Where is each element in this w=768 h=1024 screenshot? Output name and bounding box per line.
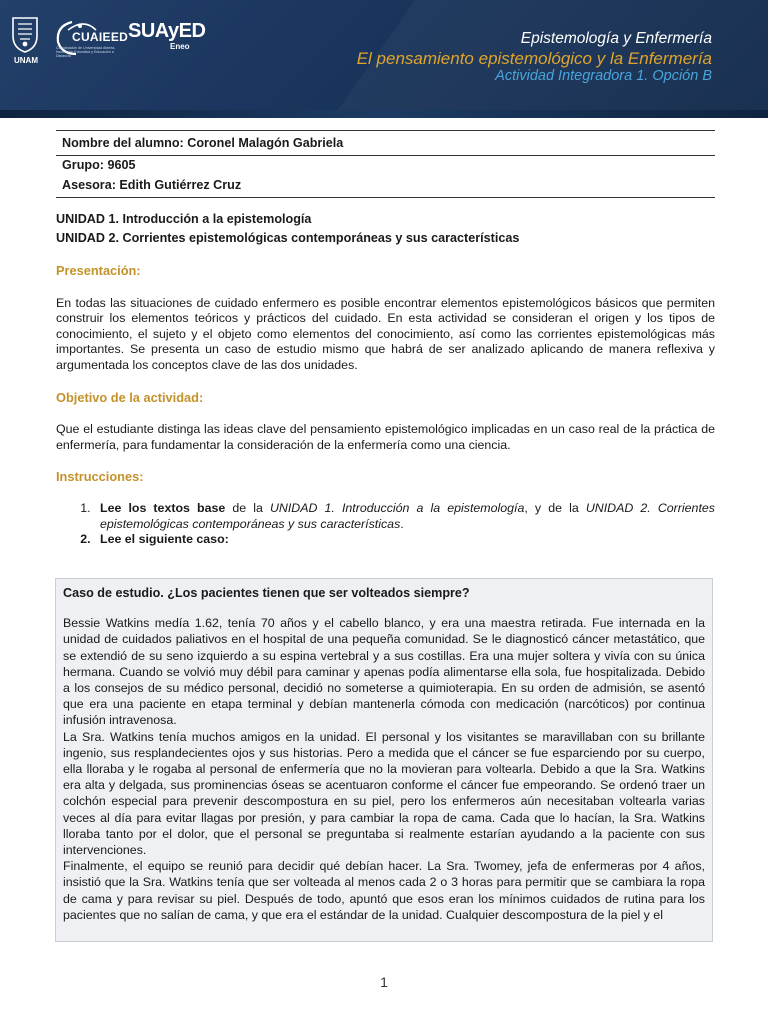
unam-label: UNAM [14,56,38,65]
page-number: 1 [380,974,388,990]
case-paragraph-2: La Sra. Watkins tenía muchos amigos en la unidad. El personal y los visitantes se maravillaban con su brillante ingenio, sus resplandecientes ojos y sus historias. Pero a medida que el cáncer se fue esparciendo por su cuerpo, ella lloraba y le rogaba al personal de enfermería que no la movieran para voltearla. Debido a que la Sra. Watkins era alta y delgada, sus prominencias óseas se acentuaron conforme el cáncer fue empeorando. Se ordenó traer un colchón especial para prevenir descompostura en su piel, pero los enfermeros aún necesitaban voltearla varias veces al día para evitar llagas por presión, y para cambiar la ropa de cama. Cada que lo hacían, la Sra. Watkins lloraba tanto por el dolor, que el personal se preguntaba si realmente estarían ayudando a la paciente con sus intervenciones. [63,729,705,858]
instruction-1-unit2: UNIDAD 2. Corrientes epistemológicas contemporáneas y sus características [100,500,715,531]
instruction-item-1 [94,501,715,532]
unit-1: UNIDAD 1. Introducción a la epistemología [56,211,312,226]
case-study-box [55,578,713,942]
instructions-heading: Instrucciones: [56,469,144,485]
cuaieed-label: CUAIEED [72,30,129,44]
instruction-1-unit1: UNIDAD 1. Introducción a la epistemología [269,500,525,515]
presentation-text: En todas las situaciones de cuidado enfermero es posible encontrar elementos epistemológicos básicos que permiten construir los elementos teóricos y prácticos del cuidado. En esta actividad se consideran el origen y los tipos de conocimiento, el sujeto y el objeto como elementos del conocimiento, así como las corrientes epistemológicas más importantes. Se presenta un caso de estudio mismo que habrá de ser analizado aplicando de manera reflexiva y argumentada los conceptos clave de las dos unidades. [56,295,715,372]
instruction-item-2: 2. Lee el siguiente caso: [94,532,715,548]
instruction-1-bold: Lee los textos base [100,500,226,515]
unam-logo-icon [10,14,40,54]
units-list [56,212,715,247]
instruction-1-end: . [400,516,404,531]
presentation-heading: Presentación: [56,262,141,278]
header-banner [0,0,768,118]
document-content [56,130,715,548]
course-subtitle: El pensamiento epistemológico y la Enfermería [356,49,712,68]
student-name: Nombre del alumno: Coronel Malagón Gabriela [56,130,715,156]
activity-title: Actividad Integradora 1. Opción B [495,68,712,84]
case-paragraph-1: Bessie Watkins medía 1.62, tenía 70 años y el cabello blanco, y era una maestra retirada. Fue internada en la unidad de cuidados paliativos en el hospital de una pequeña comunidad. Se le diagnosticó cáncer metastático, que se extendió de su seno izquierdo a su espina vertebral y a sus costillas. Era una mujer soltera y vivía con su única hermana. Cuando se volvió muy débil para caminar y apenas podía alimentarse ella sola, fue hospitalizada. Debido a los consejos de su médico personal, decidió no someterse a quimioterapia. En su orden de admisión, se asentó que era una paciente en etapa terminal y debían mantenerla cómoda con medicación (narcóticos) por continua infusión intravenosa. [63,616,705,728]
objective-heading: Objetivo de la actividad: [56,389,204,405]
case-study-title: Caso de estudio. ¿Los pacientes tienen que ser volteados siempre? [63,586,470,600]
instruction-1-mid1: de la [225,500,270,515]
student-advisor: Asesora: Edith Gutiérrez Cruz [56,176,715,198]
suayed-label: SUAyED [128,20,206,42]
unit-2: UNIDAD 2. Corrientes epistemológicas contemporáneas y sus características [56,231,520,246]
objective-text: Que el estudiante distinga las ideas clave del pensamiento epistemológico implicadas en un caso real de la práctica de enfermería, para fundamentar la consideración de la enfermería como una ciencia. [56,422,715,452]
case-paragraph-3: Finalmente, el equipo se reunió para decidir qué debían hacer. La Sra. Twomey, jefa de enfermeras por 4 años, insistió que la Sra. Watkins tenía que ser volteada al menos cada 2 o 3 horas para permitir que se cambiara la ropa de cama y para revisar su piel. Después de todo, apuntó que esos eran los mínimos cuidados de rutina para los pacientes que no salían de cama, y que era el estándar de la unidad. Cualquier descompostura de la piel y el [63,859,705,922]
course-title: Epistemología y Enfermería [520,30,712,47]
instructions-list [56,501,715,548]
cuaieed-sublabel: Coordinación de Universidad Abierta, Innovación Educativa y Educación a Distancia [56,46,116,59]
banner-strip [0,110,768,118]
eneo-label: Eneo [170,42,190,51]
suayed-logo [128,20,205,43]
student-group: Grupo: 9605 [62,157,136,172]
instruction-1-mid2: , y de la [524,500,586,515]
